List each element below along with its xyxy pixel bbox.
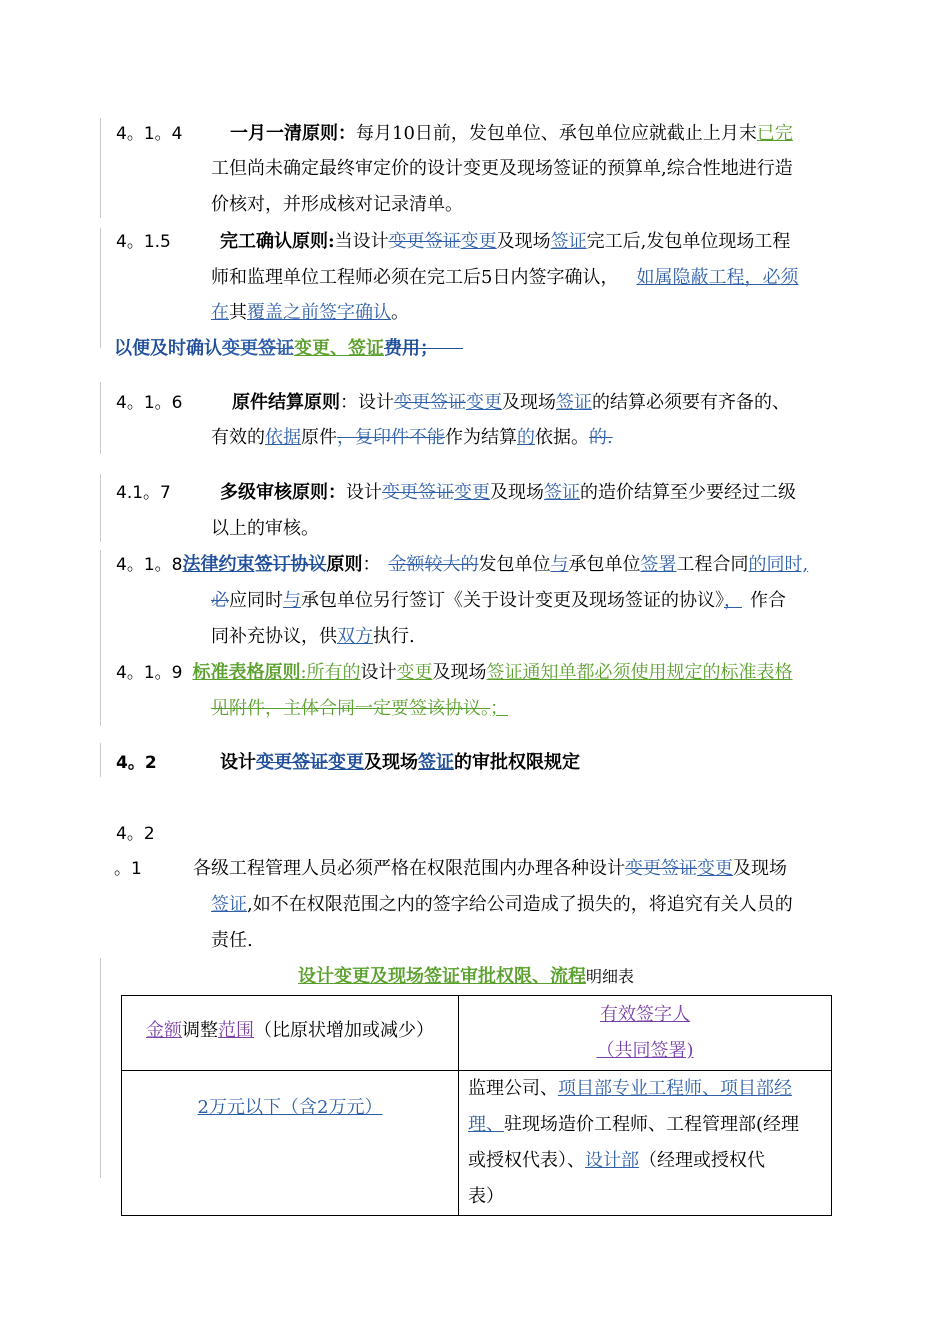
text: （经理或授权代 bbox=[639, 1150, 765, 1171]
inserted-text: 设计变更及现场签证审批权限、流程 bbox=[298, 966, 586, 987]
deleted-text: 必 bbox=[211, 590, 229, 611]
text: 及现场 bbox=[733, 858, 787, 879]
section-number: 4。1。8 bbox=[116, 555, 183, 575]
text: 监理公司、 bbox=[468, 1078, 558, 1099]
change-bar bbox=[100, 743, 101, 777]
inserted-text: 签证 bbox=[544, 482, 580, 503]
table-caption bbox=[298, 965, 634, 989]
change-bar bbox=[100, 382, 101, 454]
text: 责任. bbox=[211, 930, 253, 951]
text: 表） bbox=[468, 1186, 504, 1207]
text: 。 bbox=[391, 302, 409, 323]
text: 价核对，并形成核对记录清单。 bbox=[211, 194, 463, 215]
text: 执行. bbox=[373, 626, 415, 647]
text: 承包单位另行签订《关于设计变更及现场签证的协议》 bbox=[301, 590, 724, 611]
approval-authority-table bbox=[121, 995, 832, 1216]
section-number: 4。2 bbox=[116, 824, 155, 844]
text: 调整 bbox=[182, 1020, 218, 1041]
moved-text: 费用； bbox=[384, 338, 438, 359]
deleted-text: 变更签证 bbox=[394, 392, 466, 413]
inserted-text: 与 bbox=[283, 590, 301, 611]
change-bar bbox=[100, 550, 101, 726]
inserted-text: 理、 bbox=[468, 1114, 504, 1135]
text: 每月10日前，发包单位、承包单位应就截止上月末 bbox=[356, 123, 757, 144]
inserted-text: 签证 bbox=[556, 392, 592, 413]
table-header-row bbox=[122, 996, 832, 1071]
text: 工但尚未确定最终审定价的设计变更及现场签证的预算单,综合性地进行造 bbox=[211, 158, 793, 179]
text: 设计 bbox=[346, 482, 382, 503]
text: 各级工程管理人员必须严格在权限范围内办理各种设计 bbox=[193, 858, 625, 879]
deleted-text: 的. bbox=[589, 427, 613, 448]
inserted-text: 与 bbox=[550, 554, 569, 575]
section-number: 4。1.5 bbox=[116, 232, 171, 252]
inserted-text: 签证 bbox=[211, 894, 247, 915]
section-number: 4。1。9 bbox=[116, 663, 183, 683]
header-amount-range bbox=[122, 996, 459, 1071]
text: 及现场 bbox=[432, 662, 487, 683]
section-number: 4。2 bbox=[116, 753, 157, 773]
deleted-text: 变更签证 bbox=[388, 231, 461, 252]
rule-title: 完工确认原则: bbox=[220, 231, 335, 252]
change-bar bbox=[100, 474, 101, 542]
amount-cell bbox=[122, 1071, 459, 1216]
text: 当设计 bbox=[334, 231, 389, 252]
text: 其 bbox=[229, 302, 247, 323]
inserted-text: 变更 bbox=[460, 231, 497, 252]
text: ,如不在权限范围之内的签字给公司造成了损失的，将追究有关人员的 bbox=[247, 894, 793, 915]
inserted-text: 的同时, bbox=[748, 554, 809, 575]
inserted-text: 2万元以下（含2万元） bbox=[197, 1097, 383, 1118]
text: 及现场 bbox=[364, 752, 418, 773]
text: 有效的 bbox=[211, 427, 265, 448]
deleted-text: 变更签证 bbox=[382, 482, 454, 503]
section-number: 4。1。4 bbox=[116, 124, 183, 144]
deleted-text: 签订协议 bbox=[254, 554, 327, 575]
rule-title: 原则 bbox=[326, 554, 363, 575]
text: 及现场 bbox=[502, 392, 556, 413]
inserted-text: 已完 bbox=[756, 123, 793, 144]
change-bar bbox=[100, 958, 101, 1178]
header-signatories bbox=[459, 996, 832, 1071]
deleted-text: 变更签证 bbox=[625, 858, 697, 879]
text: 工程合同 bbox=[676, 554, 749, 575]
section-number: 。1 bbox=[114, 859, 142, 879]
inserted-text: 项目部专业工程师、项目部经 bbox=[558, 1078, 792, 1099]
deleted-text: 变更签证 bbox=[222, 338, 294, 359]
rule-title: 标准表格原则 bbox=[192, 662, 301, 683]
text: 依据。 bbox=[535, 427, 589, 448]
inserted-text: ； bbox=[490, 698, 508, 719]
rule-title: 法律约束 bbox=[182, 554, 255, 575]
section-number: 4.1。7 bbox=[116, 483, 171, 503]
inserted-text: 变更 bbox=[697, 858, 733, 879]
deleted-text: 见附件，主体合同一定要签该协议。 bbox=[211, 698, 490, 719]
text: 的造价结算至少要经过二级 bbox=[580, 482, 796, 503]
deleted-text: 变更签证 bbox=[256, 752, 328, 773]
inserted-text: 签署 bbox=[640, 554, 677, 575]
inserted-text: 变更 bbox=[328, 752, 364, 773]
text: ： bbox=[362, 554, 381, 575]
text: 作为结算 bbox=[445, 427, 517, 448]
text: 设计 bbox=[360, 662, 397, 683]
text: 应同时 bbox=[229, 590, 283, 611]
inserted-text: 设计部 bbox=[585, 1150, 639, 1171]
text: 及现场 bbox=[496, 231, 551, 252]
rule-title: 原件结算原则 bbox=[232, 392, 340, 413]
text: 承包单位 bbox=[568, 554, 641, 575]
inserted-text: 在 bbox=[211, 302, 229, 323]
text: 的结算必须要有齐备的、 bbox=[592, 392, 790, 413]
inserted-text: 变更、签证 bbox=[294, 338, 384, 359]
text: 设计 bbox=[220, 752, 256, 773]
table-row bbox=[122, 1071, 832, 1216]
inserted-text: 签证通知单都必须使用规定的标准表格 bbox=[486, 662, 793, 683]
text: （比原状增加或减少） bbox=[254, 1020, 434, 1041]
text: 完工后,发包单位现场工程 bbox=[586, 231, 791, 252]
text: 以上的审核。 bbox=[211, 518, 319, 539]
inserted-text: 变更 bbox=[454, 482, 490, 503]
inserted-text: 签证 bbox=[550, 231, 587, 252]
inserted-text: 变更 bbox=[396, 662, 433, 683]
text: 师和监理单位工程师必须在完工后5日内签字确认， bbox=[211, 267, 619, 288]
deleted-text: ，复印件不能 bbox=[337, 427, 445, 448]
deleted-text: 金额较大的 bbox=[388, 554, 479, 575]
inserted-text: 覆盖之前签字确认 bbox=[247, 302, 391, 323]
inserted-text: 的 bbox=[517, 427, 535, 448]
inserted-text: 有效签字人 bbox=[600, 1004, 690, 1025]
inserted-text: 所有的 bbox=[306, 662, 361, 683]
inserted-text: 金额 bbox=[146, 1020, 182, 1041]
text: 设计 bbox=[358, 392, 394, 413]
inserted-text: 如属隐蔽工程，必须 bbox=[636, 267, 799, 288]
change-bar bbox=[100, 228, 101, 348]
signatories-cell bbox=[459, 1071, 832, 1216]
moved-text: 以便及时确认 bbox=[114, 338, 222, 359]
text: 发包单位 bbox=[478, 554, 551, 575]
text: 的审批权限规定 bbox=[454, 752, 580, 773]
text: 及现场 bbox=[490, 482, 544, 503]
text: 作合 bbox=[750, 590, 786, 611]
text: 驻现场造价工程师、工程管理部(经理 bbox=[504, 1114, 800, 1135]
text: 明细表 bbox=[586, 967, 635, 986]
section-number: 4。1。6 bbox=[116, 393, 183, 413]
rule-title: 一月一清原则： bbox=[230, 123, 356, 144]
text: 或授权代表）、 bbox=[468, 1150, 585, 1171]
text: 同补充协议，供 bbox=[211, 626, 337, 647]
change-bar bbox=[100, 118, 101, 218]
inserted-text: 变更 bbox=[466, 392, 502, 413]
inserted-text: : bbox=[300, 662, 307, 683]
inserted-text: ， bbox=[724, 590, 742, 611]
text: ： bbox=[340, 392, 358, 413]
inserted-text: 签证 bbox=[418, 752, 454, 773]
inserted-text: （共同签署) bbox=[596, 1040, 694, 1061]
text: 原件 bbox=[301, 427, 337, 448]
inserted-text: 依据 bbox=[265, 427, 301, 448]
inserted-text: 双方 bbox=[337, 626, 373, 647]
inserted-text: 范围 bbox=[218, 1020, 254, 1041]
rule-title: 多级审核原则： bbox=[220, 482, 346, 503]
